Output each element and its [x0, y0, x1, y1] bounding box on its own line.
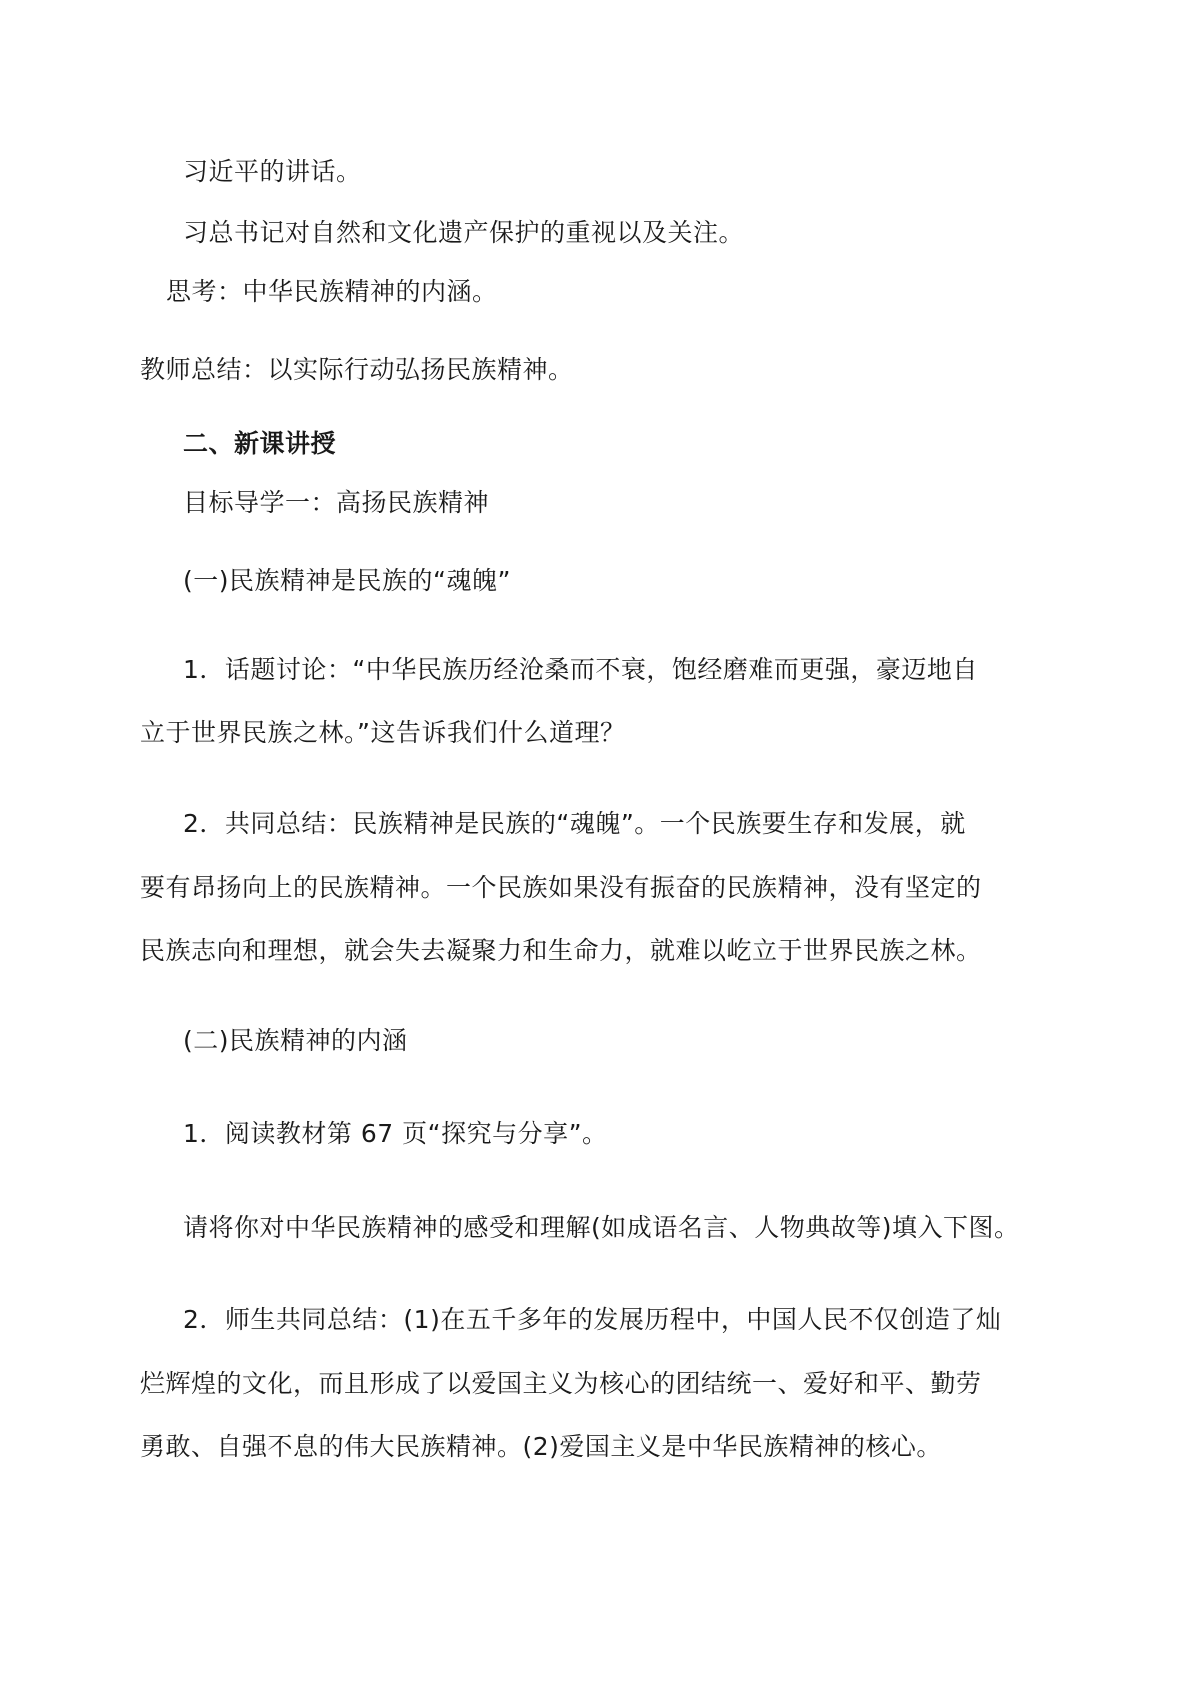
subheading-1: (一)民族精神是民族的“魂魄” — [183, 566, 511, 595]
text-line-15: 请将你对中华民族精神的感受和理解(如成语名言、人物典故等)填入下图。 — [183, 1213, 1020, 1242]
text-line-2: 习总书记对自然和文化遗产保护的重视以及关注。 — [183, 218, 745, 247]
text-line-9: 立于世界民族之林。”这告诉我们什么道理？ — [140, 718, 626, 747]
subheading-2: (二)民族精神的内涵 — [183, 1026, 408, 1055]
text-line-8: 1．话题讨论：“中华民族历经沧桑而不衰，饱经磨难而更强，豪迈地自 — [183, 655, 978, 684]
section-heading: 二、新课讲授 — [183, 429, 337, 458]
text-line-6: 目标导学一：高扬民族精神 — [183, 488, 490, 517]
text-line-12: 民族志向和理想，就会失去凝聚力和生命力，就难以屹立于世界民族之林。 — [140, 936, 982, 965]
text-line-10: 2．共同总结：民族精神是民族的“魂魄”。一个民族要生存和发展，就 — [183, 809, 966, 838]
text-line-16: 2．师生共同总结：(1)在五千多年的发展历程中，中国人民不仅创造了灿 — [183, 1305, 1002, 1334]
text-line-14: 1．阅读教材第 67 页“探究与分享”。 — [183, 1119, 608, 1148]
text-line-11: 要有昂扬向上的民族精神。一个民族如果没有振奋的民族精神，没有坚定的 — [140, 873, 982, 902]
text-line-3: 思考：中华民族精神的内涵。 — [166, 277, 498, 306]
text-line-1: 习近平的讲话。 — [183, 157, 362, 186]
text-line-18: 勇敢、自强不息的伟大民族精神。(2)爱国主义是中华民族精神的核心。 — [140, 1432, 942, 1461]
text-line-17: 烂辉煌的文化，而且形成了以爱国主义为核心的团结统一、爱好和平、勤劳 — [140, 1369, 982, 1398]
text-line-4: 教师总结：以实际行动弘扬民族精神。 — [140, 355, 574, 384]
